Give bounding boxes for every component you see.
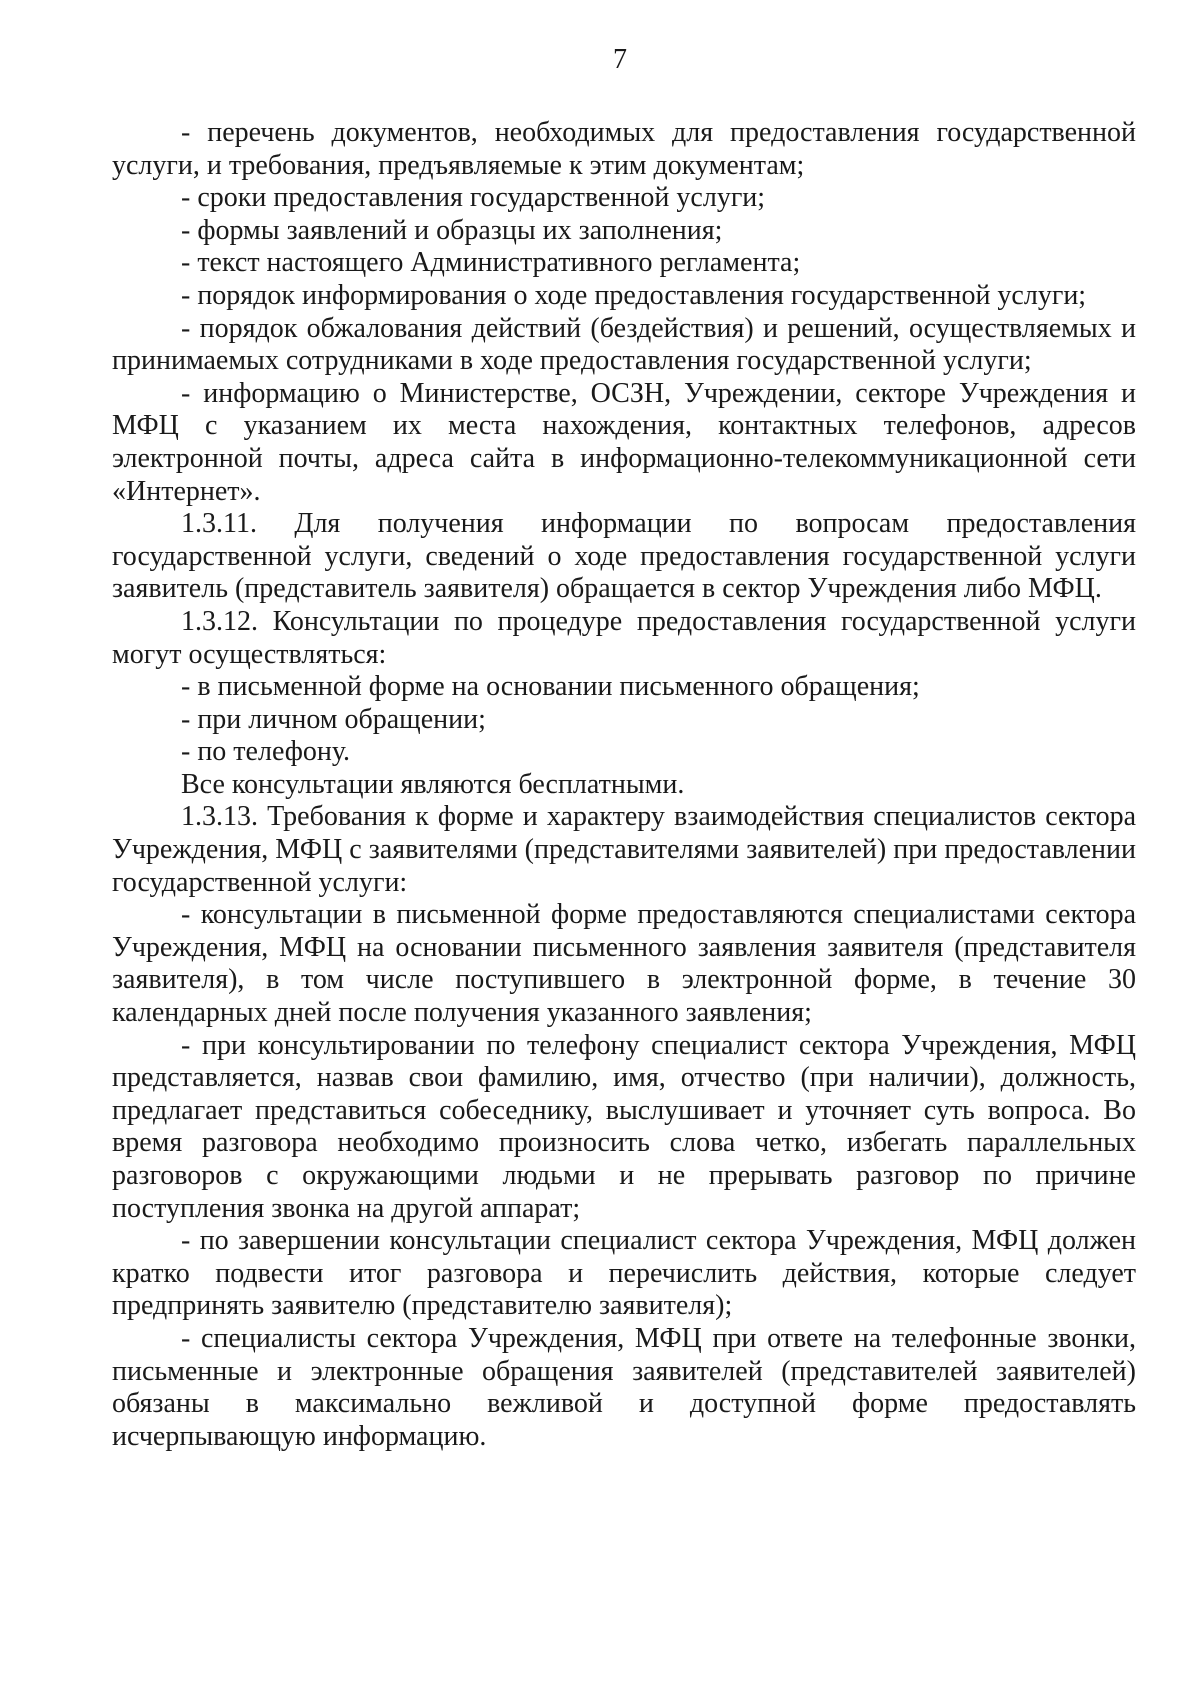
page-number: 7 (613, 44, 627, 75)
paragraph-specialists-obligations: - специалисты сектора Учреждения, МФЦ при ответе на телефонные звонки, письменные и электронные обращения заявителей (представителей заявителей) обязаны в максимально вежливой и доступной форме предоставлять исчерпывающую информацию. (112, 1322, 1136, 1452)
paragraph-1-3-11: 1.3.11. Для получения информации по вопросам предоставления государственной услуги, сведений о ходе предоставления государственной услуги заявитель (представитель заявителя) обращается в сектор Учреждения либо МФЦ. (112, 508, 1136, 605)
paragraph-phone-consultations: - при консультировании по телефону специалист сектора Учреждения, МФЦ представляется, назвав свои фамилию, имя, отчество (при наличии), должность, предлагает представиться собеседнику, выслушивает и уточняет суть вопроса. Во время разговора необходимо произносить слова четко, избегать параллельных разговоров с окружающими людьми и не прерывать разговор по причине поступления звонка на другой аппарат; (112, 1029, 1136, 1224)
paragraph-documents-list: - перечень документов, необходимых для предоставления государственной услуги, и требования, предъявляемые к этим документам; (112, 117, 1136, 181)
paragraph-written-form: - в письменной форме на основании письменного обращения; (181, 671, 920, 703)
paragraph-by-phone: - по телефону. (181, 736, 351, 768)
paragraph-consultation-completion: - по завершении консультации специалист сектора Учреждения, МФЦ должен кратко подвести итог разговора и перечислить действия, которые следует предпринять заявителю (представителю заявителя); (112, 1225, 1136, 1322)
paragraph-personal-visit: - при личном обращении; (181, 703, 486, 735)
paragraph-informing-order: - порядок информирования о ходе предоставления государственной услуги; (181, 279, 1087, 311)
paragraph-1-3-12: 1.3.12. Консультации по процедуре предоставления государственной услуги могут осуществляться: (112, 605, 1136, 670)
paragraph-appeal-order: - порядок обжалования действий (бездействия) и решений, осуществляемых и принимаемых сотрудниками в ходе предоставления государственной услуги; (112, 312, 1136, 377)
paragraph-written-consultations: - консультации в письменной форме предоставляются специалистами сектора Учреждения, МФЦ на основании письменного заявления заявителя (представителя заявителя), в том числе поступившего в электронной форме, в течение 30 календарных дней после получения указанного заявления; (112, 899, 1136, 1029)
paragraph-application-forms: - формы заявлений и образцы их заполнения; (181, 214, 723, 246)
paragraph-1-3-13: 1.3.13. Требования к форме и характеру взаимодействия специалистов сектора Учреждения, МФЦ с заявителями (представителями заявителей) при предоставлении государственной услуги: (112, 801, 1136, 898)
paragraph-regulation-text: - текст настоящего Административного регламента; (181, 247, 801, 279)
paragraph-service-terms: - сроки предоставления государственной услуги; (181, 182, 766, 214)
paragraph-free-consultations: Все консультации являются бесплатными. (181, 768, 685, 800)
paragraph-contact-info: - информацию о Министерстве, ОСЗН, Учреждении, секторе Учреждения и МФЦ с указанием их места нахождения, контактных телефонов, адресов электронной почты, адреса сайта в информационно-телекоммуникационной сети «Интернет». (112, 377, 1136, 507)
document-body (112, 117, 1136, 1453)
